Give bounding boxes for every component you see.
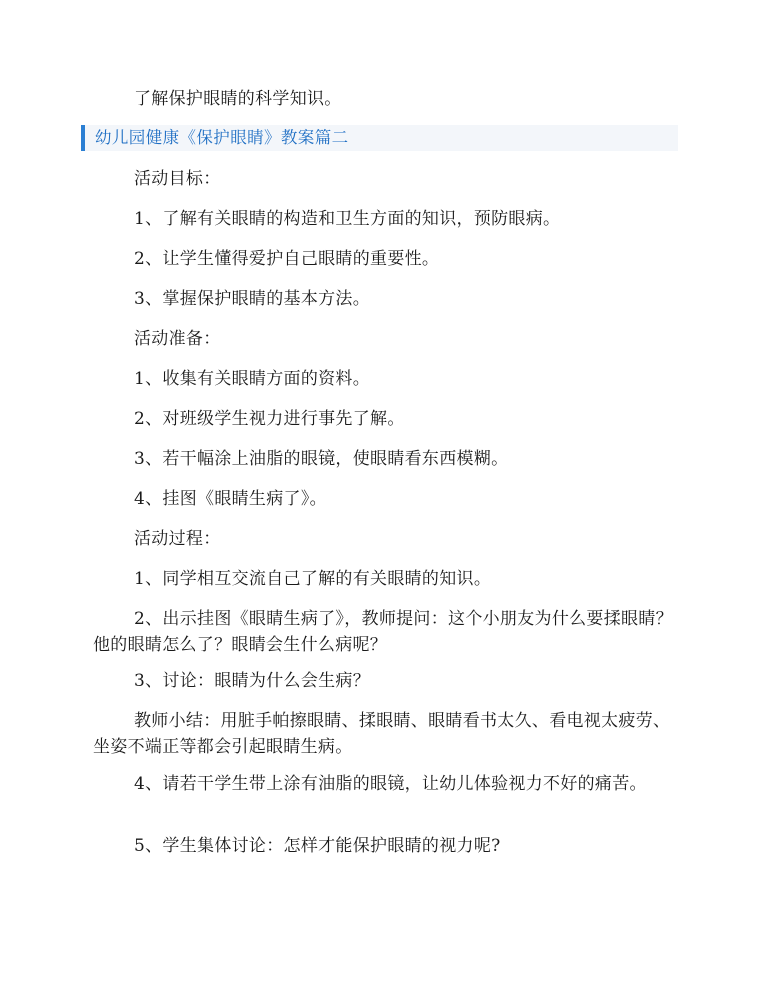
paragraph-process-2: 2、出示挂图《眼睛生病了》，教师提问：这个小朋友为什么要揉眼睛？他的眼睛怎么了？眼睛会生什么病呢？ — [93, 609, 673, 655]
section-heading: 幼儿园健康《保护眼睛》教案篇二 — [95, 128, 349, 147]
paragraph-activity-process: 活动过程： — [134, 529, 221, 549]
paragraph-prep-2: 2、对班级学生视力进行事先了解。 — [134, 409, 405, 429]
paragraph-teacher-summary: 教师小结：用脏手帕擦眼睛、揉眼睛、眼睛看书太久、看电视太疲劳、坐姿不端正等都会引起眼睛生病。 — [93, 711, 671, 757]
paragraph-process-4: 4、请若干学生带上涂有油脂的眼镜，让幼儿体验视力不好的痛苦。 — [134, 774, 647, 794]
paragraph-process-1: 1、同学相互交流自己了解的有关眼睛的知识。 — [134, 569, 492, 589]
paragraph-goal-1: 1、了解有关眼睛的构造和卫生方面的知识，预防眼病。 — [134, 209, 561, 229]
paragraph-prep-4: 4、挂图《眼睛生病了》。 — [134, 489, 327, 509]
paragraph-prep-3: 3、若干幅涂上油脂的眼镜，使眼睛看东西模糊。 — [134, 449, 509, 469]
paragraph-goal-3: 3、掌握保护眼睛的基本方法。 — [134, 289, 371, 309]
paragraph-goal-2: 2、让学生懂得爱护自己眼睛的重要性。 — [134, 249, 440, 269]
paragraph-activity-preparation: 活动准备： — [134, 329, 221, 349]
paragraph-prep-1: 1、收集有关眼睛方面的资料。 — [134, 369, 371, 389]
section-heading-bar — [81, 125, 678, 151]
intro-paragraph: 了解保护眼睛的科学知识。 — [134, 89, 342, 109]
paragraph-process-5: 5、学生集体讨论：怎样才能保护眼睛的视力呢? — [134, 836, 501, 856]
paragraph-process-3: 3、讨论：眼睛为什么会生病？ — [134, 671, 371, 691]
paragraph-activity-goals: 活动目标： — [134, 169, 221, 189]
